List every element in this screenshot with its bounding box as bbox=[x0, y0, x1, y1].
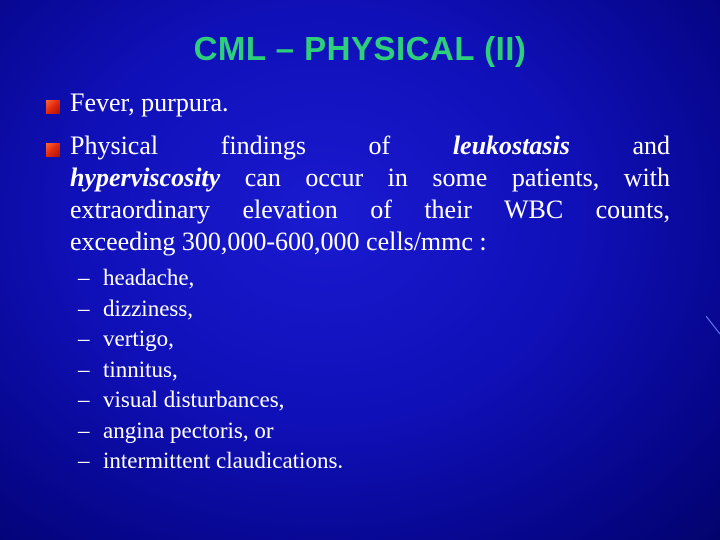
paragraph-line: Physical findings of leukostasis and bbox=[70, 131, 670, 160]
list-item: – visual disturbances, bbox=[78, 385, 343, 416]
list-item: – dizziness, bbox=[78, 294, 343, 325]
decorative-line-icon bbox=[706, 316, 720, 336]
dash-icon: – bbox=[78, 387, 90, 412]
bullet-square-icon bbox=[46, 143, 60, 157]
bullet-square-icon bbox=[46, 100, 60, 114]
dash-icon: – bbox=[78, 356, 90, 382]
paragraph-line: extraordinary elevation of their WBC counts, bbox=[70, 195, 670, 224]
list-item: – intermittent claudications. bbox=[78, 446, 343, 477]
emphasis-hyperviscosity: hyperviscosity bbox=[70, 163, 221, 192]
list-item: – tinnitus, bbox=[78, 355, 343, 386]
paragraph-line: exceeding 300,000-600,000 cells/mmc : bbox=[70, 227, 487, 256]
bullet-fever: Fever, purpura. bbox=[70, 88, 229, 117]
list-item: – angina pectoris, or bbox=[78, 416, 343, 447]
emphasis-leukostasis: leukostasis bbox=[452, 131, 570, 160]
list-item: – headache, bbox=[78, 263, 343, 294]
list-item: – vertigo, bbox=[78, 324, 343, 355]
dash-icon: – bbox=[78, 326, 90, 351]
dash-icon: – bbox=[78, 295, 90, 321]
dash-icon: – bbox=[78, 265, 90, 290]
symptom-list bbox=[78, 263, 343, 477]
dash-icon: – bbox=[78, 417, 90, 443]
bullet-physical-findings bbox=[70, 130, 670, 258]
slide-title: CML – PHYSICAL (II) bbox=[193, 30, 527, 67]
dash-icon: – bbox=[78, 448, 90, 473]
paragraph-line: hyperviscosity can occur in some patients, with bbox=[70, 163, 670, 192]
